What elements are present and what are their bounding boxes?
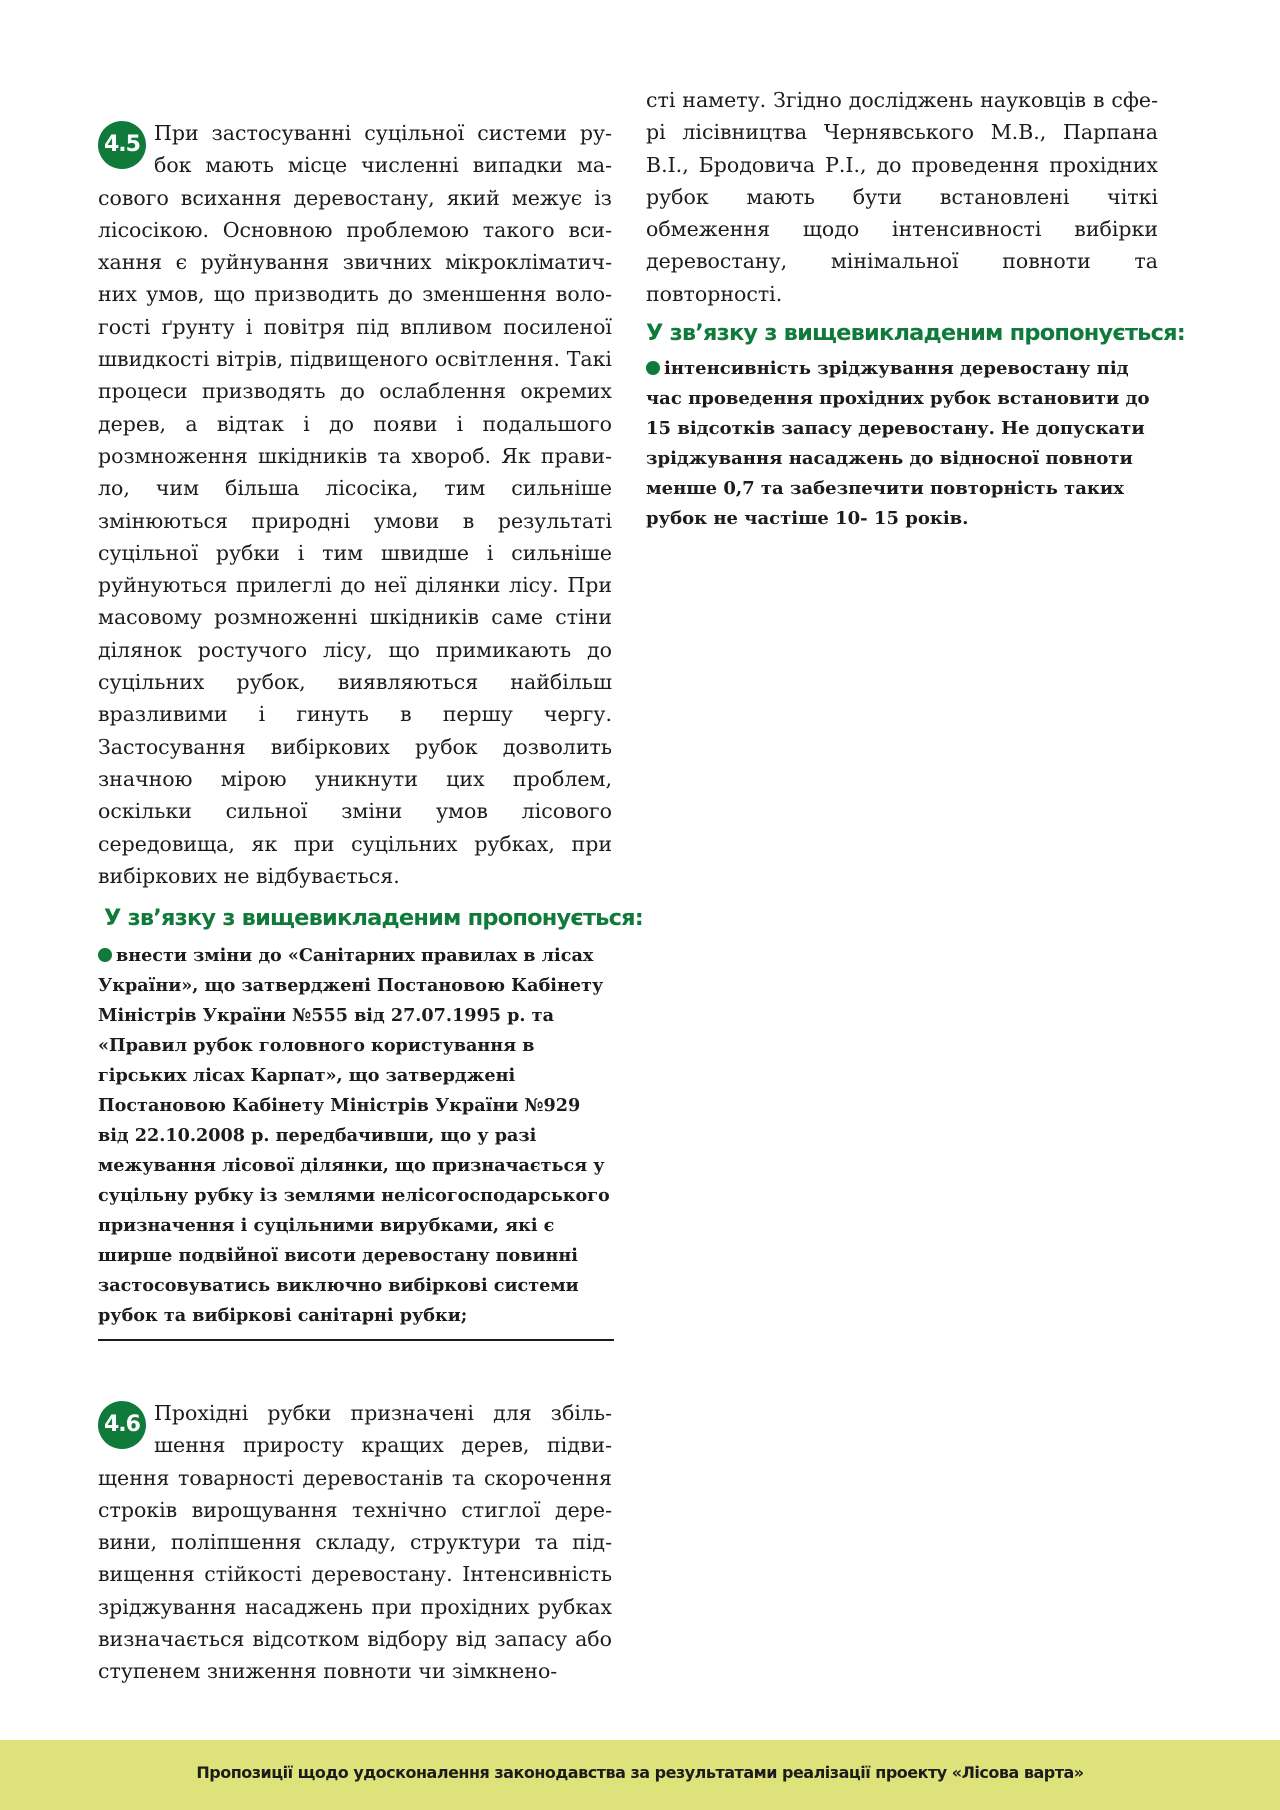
- proposal-bullet: інтенсивність зріджування деревостану під час проведення прохідних рубок встановити до 15 відсотків запасу деревостану. Не допускати зріджування насаджень до відносної повноти менше 0,7 та забезпечити повторність таких рубок не частіше 10- 15 років.: [646, 358, 1150, 530]
- proposal-bullet: внести зміни до «Санітарних правилах в лісах України», що затверджені Постановою Кабінету Міністрів України №555 від 27.07.1995 р. та «Правил рубок головного користування в гірських лісах Карпат», що затверджені Постановою Кабінету Міністрів України №929 від 22.10.2008 р. передбачивши, що у разі межування лісової ділянки, що призначається у суцільну рубку із землями нелісогосподарського призначення і суцільними вирубками, які є ширше подвійної висоти деревостану повинні застосовуватись виключно вибіркові системи рубок та вибіркові санітарні рубки;: [98, 945, 610, 1327]
- section-divider: [98, 1339, 614, 1341]
- section-4-6-text: Прохідні рубки призначені для збільшення приросту кращих дерев, підвищення товарності деревостанів та скорочення строків вирощування технічно стиглої деревини, поліпшення складу, структури та підвищення стійкості деревостану. Інтенсивність зріджування насаджень при прохідних рубках визначається відсотком відбору від запасу або ступенем зниження повноти чи зімкнено-: [98, 1401, 612, 1684]
- right-column: [646, 84, 1185, 534]
- footer-text: Пропозиції щодо удосконалення законодавства за результатами реалізації проекту «Лісова варта»: [196, 1763, 1084, 1782]
- proposal-heading: У зв’язку з вищевикладеним пропонується:: [646, 320, 1185, 347]
- section-4-6-continued-text: сті намету. Згідно досліджень науковців в сфері лісівництва Чернявського М.В., Парпана В.І., Бродовича Р.І., до проведення прохідних рубок мають бути встановлені чіткі обмеження щодо інтенсивності вибірки деревостану, мінімальної повноти та повторності.: [646, 88, 1158, 306]
- section-number-badge: 4.6: [98, 1401, 146, 1449]
- section-number-badge: 4.5: [98, 121, 146, 169]
- proposal-heading: У зв’язку з вищевикладеним пропонується:: [104, 905, 643, 932]
- section-4-5-text: При застосуванні суцільної системи рубок мають місце численні випадки масового всихання деревостану, який межує із лісосікою. Основною проблемою такого всихання є руйнування звичних мікрокліматичних умов, що призводить до зменшення вологості ґрунту і повітря під впливом посиленої швидкості вітрів, підвищеного освітлення. Такі процеси призводять до ослаблення окремих дерев, а відтак і до появи і подальшого розмноження шкідників та хвороб. Як правило, чим більша лісосіка, тим сильніше змінюються природні умови в результаті суцільної рубки і тим швидше і сильніше руйнуються прилеглі до неї ділянки лісу. При масовому розмноженні шкідників саме стіни ділянок ростучого лісу, що примикають до суцільних рубок, виявляються найбільш вразливими і гинуть в першу чергу. Застосування вибіркових рубок дозволить значною мірою уникнути цих проблем, оскільки сильної зміни умов лісового середовища, як при суцільних рубках, при вибіркових не відбувається.: [98, 121, 612, 888]
- section-4-6: [98, 1397, 612, 1688]
- section-4-5: [98, 117, 612, 892]
- footer-banner: [0, 1740, 1280, 1810]
- bullet-dot-icon: [98, 948, 112, 962]
- bullet-dot-icon: [646, 361, 660, 375]
- left-column: [98, 117, 643, 1341]
